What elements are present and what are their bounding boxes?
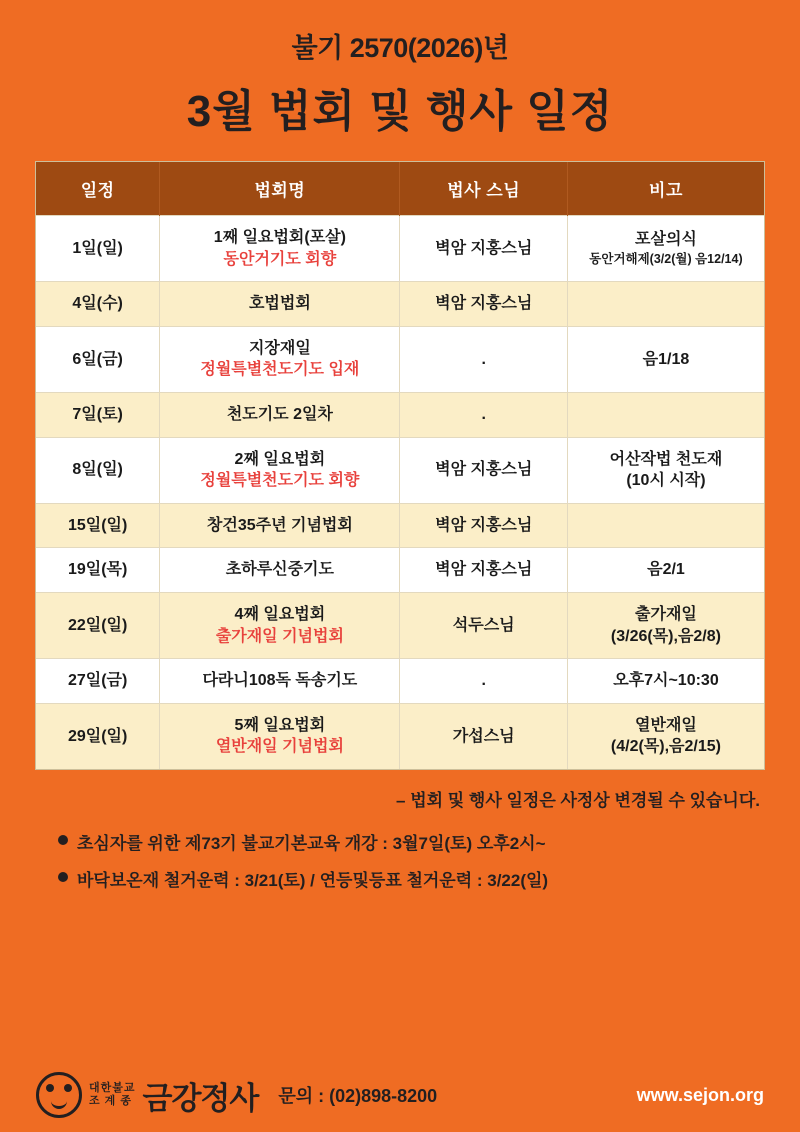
table-row [36, 392, 764, 437]
cell-monk: . [400, 392, 567, 437]
column-header-note: 비고 [567, 162, 764, 216]
cell-title [160, 703, 400, 769]
cell-monk: 벽암 지홍스님 [400, 503, 567, 548]
cell-title-main: 창건35주년 기념법회 [206, 516, 353, 534]
cell-date: 1일(일) [36, 216, 160, 282]
cell-title-main: 4째 일요법회 [234, 605, 326, 623]
table-row [36, 503, 764, 548]
cell-note [567, 216, 764, 282]
cell-monk: 석두스님 [400, 592, 567, 658]
cell-note-line: (10시 시작) [626, 472, 706, 490]
cell-title-main: 5째 일요법회 [234, 716, 326, 734]
cell-note [567, 659, 764, 704]
cell-date: 15일(일) [36, 503, 160, 548]
cell-note [567, 392, 764, 437]
cell-note-line: 열반재일 [635, 716, 697, 734]
cell-title-sub: 열반재일 기념법회 [215, 738, 344, 756]
cell-note [567, 282, 764, 327]
cell-date: 6일(금) [36, 326, 160, 392]
cell-note [567, 548, 764, 593]
cell-date: 4일(수) [36, 282, 160, 327]
cell-monk: . [400, 659, 567, 704]
cell-note-line: (3/26(목),음2/8) [610, 627, 721, 645]
note-bullet-text: 바닥보온재 철거운력 : 3/21(토) / 연등및등표 철거운력 : 3/22(일) [77, 870, 549, 890]
website-link[interactable]: www.sejon.org [636, 1084, 764, 1105]
cell-note [567, 592, 764, 658]
cell-monk: 가섭스님 [400, 703, 567, 769]
cell-note-line: 음2/1 [647, 561, 685, 579]
cell-date: 8일(일) [36, 437, 160, 503]
note-bullet [58, 866, 760, 891]
cell-note [567, 703, 764, 769]
schedule-table-body [36, 216, 764, 769]
cell-title-main: 1째 일요법회(포살) [213, 229, 346, 246]
column-header-title: 법회명 [160, 162, 400, 216]
table-row [36, 703, 764, 769]
page-title: 3월 법회 및 행사 일정 [186, 87, 614, 136]
poster-header [0, 0, 800, 139]
cell-note-line: 음1/18 [642, 350, 690, 368]
table-row [36, 437, 764, 503]
cell-title [160, 503, 400, 548]
note-bullet-text: 초심자를 위한 제73기 불교기본교육 개강 : 3월7일(토) 오후2시~ [77, 833, 546, 853]
bullet-dot-icon [58, 872, 68, 882]
cell-note-line: 어산작법 천도재 [609, 450, 723, 468]
cell-note-small: 동안거해제(3/2(월) 음12/14) [589, 251, 743, 266]
cell-title-main: 초하루신중기도 [225, 561, 334, 579]
cell-title-sub: 출가재일 기념법회 [215, 627, 344, 645]
contact-phone: 문의 : (02)898-8200 [278, 1086, 438, 1106]
table-row [36, 592, 764, 658]
cell-monk: 벽암 지홍스님 [400, 548, 567, 593]
table-row [36, 548, 764, 593]
table-header-row [36, 162, 764, 216]
note-bullet [58, 829, 760, 854]
table-row [36, 282, 764, 327]
organization-name [89, 1082, 136, 1107]
cell-monk: . [400, 326, 567, 392]
schedule-table-container [35, 161, 765, 770]
notes-section [40, 786, 760, 891]
temple-name: 금강정사 [142, 1080, 259, 1116]
table-row [36, 659, 764, 704]
cell-title [160, 326, 400, 392]
temple-logo-icon [36, 1072, 82, 1118]
table-row [36, 326, 764, 392]
cell-date: 29일(일) [36, 703, 160, 769]
bullet-dot-icon [58, 835, 68, 845]
cell-monk: 벽암 지홍스님 [400, 282, 567, 327]
cell-title-sub: 정월특별천도기도 회향 [200, 472, 360, 490]
header-year: 불기 2570(2026)년 [291, 33, 509, 63]
cell-note-line: 오후7시~10:30 [613, 672, 719, 690]
cell-title [160, 216, 400, 282]
cell-title [160, 392, 400, 437]
cell-note-line: (4/2(목),음2/15) [610, 738, 721, 756]
cell-title-main: 천도기도 2일차 [226, 405, 333, 423]
table-row [36, 216, 764, 282]
cell-title-main: 지장재일 [248, 339, 311, 357]
cell-title [160, 659, 400, 704]
cell-note-line: 포살의식 [635, 231, 697, 249]
cell-title-main: 2째 일요법회 [234, 450, 326, 468]
bullet-list [40, 829, 760, 891]
cell-monk: 벽암 지홍스님 [400, 437, 567, 503]
cell-monk: 벽암 지홍스님 [400, 216, 567, 282]
cell-note [567, 503, 764, 548]
disclaimer-text: – 법회 및 행사 일정은 사정상 변경될 수 있습니다. [396, 790, 760, 810]
cell-note [567, 326, 764, 392]
organization-line-1: 대한불교 [89, 1082, 136, 1095]
cell-date: 22일(일) [36, 592, 160, 658]
cell-date: 27일(금) [36, 659, 160, 704]
cell-title-main: 호법법회 [248, 295, 311, 313]
cell-note-line: 출가재일 [635, 605, 697, 623]
schedule-table [36, 162, 764, 769]
cell-title [160, 592, 400, 658]
organization-line-2: 조 계 종 [89, 1095, 132, 1107]
column-header-date: 일정 [36, 162, 160, 216]
cell-title [160, 282, 400, 327]
cell-title-sub: 동안거기도 회향 [223, 250, 337, 268]
logo-smile-icon [51, 1098, 67, 1109]
cell-title [160, 437, 400, 503]
column-header-monk: 법사 스님 [400, 162, 567, 216]
cell-title [160, 548, 400, 593]
cell-date: 19일(목) [36, 548, 160, 593]
cell-title-main: 다라니108독 독송기도 [202, 672, 358, 690]
cell-date: 7일(토) [36, 392, 160, 437]
cell-note [567, 437, 764, 503]
cell-title-sub: 정월특별천도기도 입재 [200, 361, 360, 379]
poster-footer [0, 1072, 800, 1118]
